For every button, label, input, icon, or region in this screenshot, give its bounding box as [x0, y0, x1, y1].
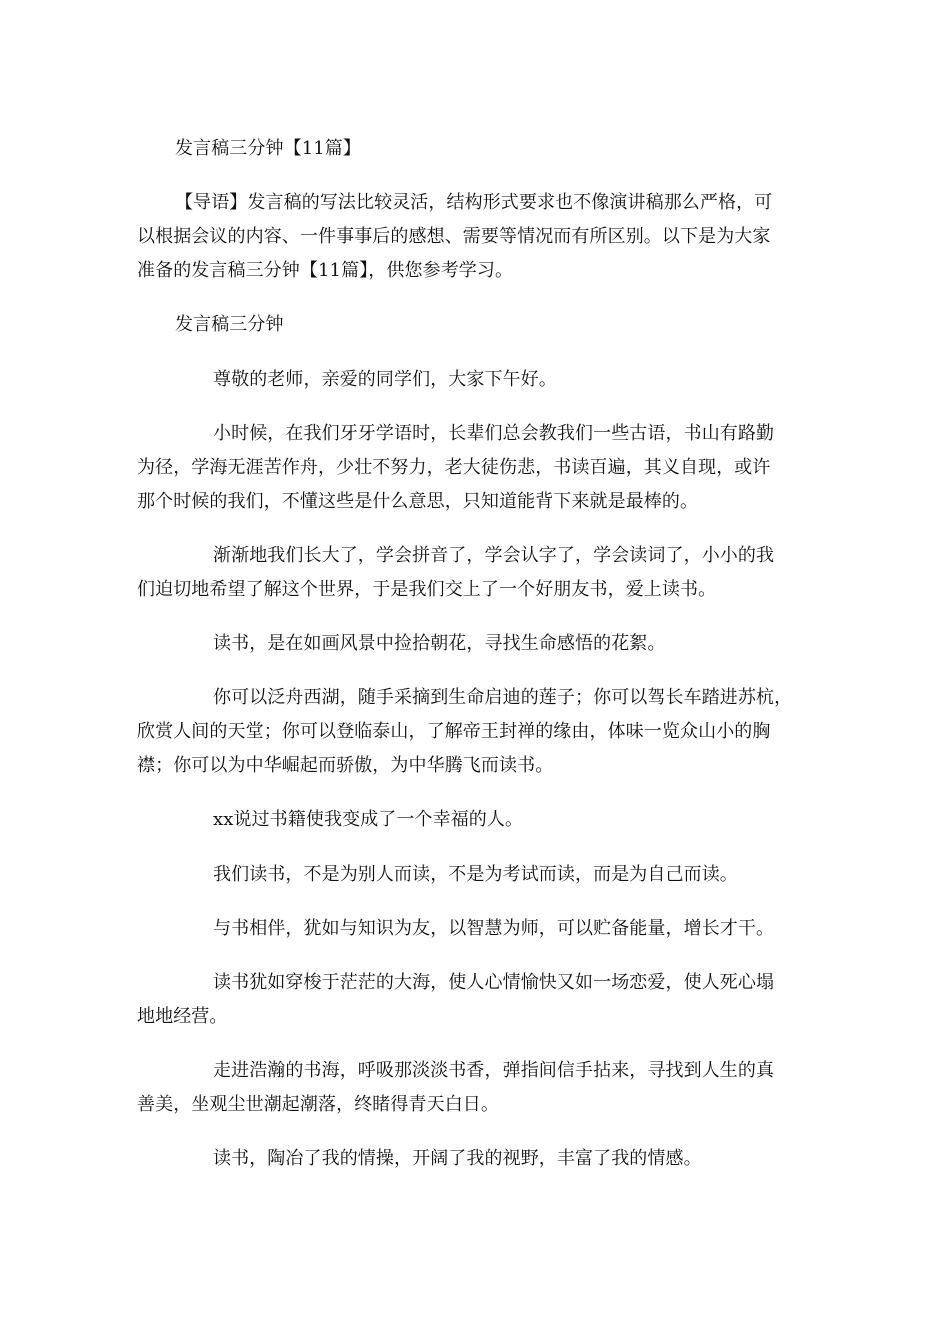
- paragraph-line: 们迫切地希望了解这个世界，于是我们交上了一个好朋友书，爱上读书。: [137, 579, 717, 600]
- paragraph-line: 我们读书，不是为别人而读，不是为考试而读，而是为自己而读。: [213, 864, 738, 885]
- paragraph-line: 地地经营。: [137, 1006, 228, 1027]
- paragraph-line: 读书，陶冶了我的情操，开阔了我的视野，丰富了我的情感。: [213, 1148, 702, 1169]
- paragraph-line: 襟；你可以为中华崛起而骄傲，为中华腾飞而读书。: [137, 755, 554, 776]
- paragraph-line: 渐渐地我们长大了，学会拼音了，学会认字了，学会读词了，小小的我: [213, 545, 775, 566]
- paragraph-line: 与书相伴，犹如与知识为友，以智慧为师，可以贮备能量，增长才干。: [213, 918, 775, 939]
- section-heading: 发言稿三分钟: [175, 314, 284, 335]
- document-title: 发言稿三分钟【11篇】: [175, 138, 362, 159]
- paragraph-line: 读书犹如穿梭于茫茫的大海，使人心情愉快又如一场恋爱，使人死心塌: [213, 972, 775, 993]
- paragraph-line: 你可以泛舟西湖，随手采摘到生命启迪的莲子；你可以驾长车踏进苏杭，: [213, 687, 793, 708]
- paragraph-line: xx说过书籍使我变成了一个幸福的人。: [213, 809, 524, 830]
- intro-line-1: 【导语】发言稿的写法比较灵活，结构形式要求也不像演讲稿那么严格，可: [175, 192, 773, 213]
- paragraph-line: 小时候，在我们牙牙学语时，长辈们总会教我们一些古语，书山有路勤: [213, 423, 775, 444]
- paragraph-line: 走进浩瀚的书海，呼吸那淡淡书香，弹指间信手拈来，寻找到人生的真: [213, 1060, 775, 1081]
- paragraph-line: 读书，是在如画风景中捡拾朝花，寻找生命感悟的花絮。: [213, 633, 666, 654]
- paragraph-line: 为径，学海无涯苦作舟，少壮不努力，老大徒伤悲，书读百遍，其义自现，或许: [137, 457, 771, 478]
- paragraph-line: 善美，坐观尘世潮起潮落，终睹得青天白日。: [137, 1094, 499, 1115]
- paragraph-line: 欣赏人间的天堂；你可以登临泰山，了解帝王封禅的缘由，体味一览众山小的胸: [137, 721, 771, 742]
- intro-line-3: 准备的发言稿三分钟【11篇】，供您参考学习。: [137, 260, 514, 281]
- paragraph-line: 那个时候的我们，不懂这些是什么意思，只知道能背下来就是最棒的。: [137, 491, 699, 512]
- intro-line-2: 以根据会议的内容、一件事事后的感想、需要等情况而有所区别。以下是为大家: [137, 226, 771, 247]
- paragraph-line: 尊敬的老师，亲爱的同学们，大家下午好。: [213, 369, 557, 390]
